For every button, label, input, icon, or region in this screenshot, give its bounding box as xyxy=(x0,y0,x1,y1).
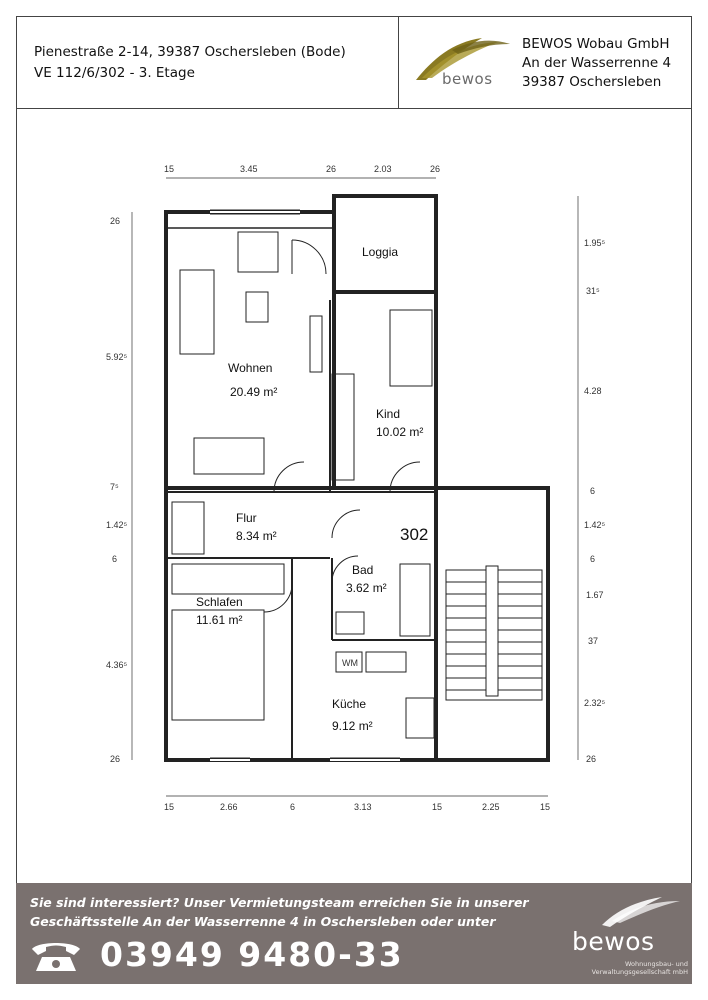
room-area-schlafen: 11.61 m² xyxy=(196,613,243,627)
unit-line: VE 112/6/302 - 3. Etage xyxy=(34,65,195,81)
room-area-wohnen: 20.49 m² xyxy=(230,385,278,399)
room-name-kueche: Küche xyxy=(332,697,367,711)
dim-bottom-1: 15 xyxy=(164,802,175,812)
company-block xyxy=(522,35,671,92)
dim-top-2: 3.45 xyxy=(240,164,258,174)
room-name-schlafen: Schlafen xyxy=(196,595,243,609)
address-block xyxy=(34,42,346,84)
room-area-kind: 10.02 m² xyxy=(376,425,424,439)
dim-bottom-7: 15 xyxy=(540,802,551,812)
dim-left-1: 26 xyxy=(110,216,121,226)
room-name-bad: Bad xyxy=(352,563,374,577)
dim-right-3: 4.28 xyxy=(584,386,602,396)
footer-logo xyxy=(572,893,688,979)
phone-number[interactable]: 03949 9480-33 xyxy=(100,935,404,974)
room-name-loggia: Loggia xyxy=(362,245,399,259)
floor-plan xyxy=(100,150,620,820)
logo-wordmark: bewos xyxy=(442,70,493,88)
dim-right-9: 2.32⁵ xyxy=(584,698,606,708)
dim-right-7: 1.67 xyxy=(586,590,604,600)
room-name-flur: Flur xyxy=(236,511,257,525)
dim-left-3: 7⁵ xyxy=(110,482,119,492)
dim-top-1: 15 xyxy=(164,164,175,174)
room-name-wohnen: Wohnen xyxy=(228,361,273,375)
dim-right-5: 1.42⁵ xyxy=(584,520,606,530)
dim-bottom-3: 6 xyxy=(290,802,296,812)
unit-number: 302 xyxy=(400,525,429,544)
dim-top-3: 26 xyxy=(326,164,337,174)
contact-text-line1: Sie sind interessiert? Unser Vermietungsteam erreichen Sie in unserer xyxy=(30,895,529,910)
room-area-kueche: 9.12 m² xyxy=(332,719,373,733)
contact-banner xyxy=(16,883,692,984)
dim-bottom-2: 2.66 xyxy=(220,802,238,812)
address-line: Pienestraße 2-14, 39387 Oschersleben (Bode) xyxy=(34,44,346,60)
dim-left-4: 1.42⁵ xyxy=(106,520,128,530)
company-name: BEWOS Wobau GmbH xyxy=(522,36,670,52)
dim-right-8: 37 xyxy=(588,636,599,646)
contact-text-line2: Geschäftsstelle An der Wasserrenne 4 in Oschersleben oder unter xyxy=(30,914,496,929)
dim-right-1: 1.95⁵ xyxy=(584,238,606,248)
dim-bottom-6: 2.25 xyxy=(482,802,500,812)
header-separator xyxy=(398,16,399,108)
footer-logo-wordmark: bewos xyxy=(572,927,655,956)
dim-right-6: 6 xyxy=(590,554,596,564)
room-area-bad: 3.62 m² xyxy=(346,581,387,595)
dim-left-5: 6 xyxy=(112,554,118,564)
telephone-icon xyxy=(28,939,84,973)
floor-plan-drawing xyxy=(100,150,620,820)
header-divider xyxy=(16,108,692,109)
dim-bottom-5: 15 xyxy=(432,802,443,812)
dim-top-4: 2.03 xyxy=(374,164,392,174)
washing-machine-label: WM xyxy=(342,658,358,668)
dim-left-7: 26 xyxy=(110,754,121,764)
company-street: An der Wasserrenne 4 xyxy=(522,55,672,71)
dim-right-10: 26 xyxy=(586,754,597,764)
dim-top-5: 26 xyxy=(430,164,441,174)
dim-left-6: 4.36⁵ xyxy=(106,660,128,670)
bewos-logo xyxy=(412,30,516,94)
dim-bottom-4: 3.13 xyxy=(354,802,372,812)
dim-right-2: 31⁵ xyxy=(586,286,600,296)
company-city: 39387 Oschersleben xyxy=(522,74,662,90)
room-name-kind: Kind xyxy=(376,407,401,421)
footer-logo-tagline: Wohnungsbau- und Verwaltungsgesellschaft mbH xyxy=(591,960,688,976)
dim-right-4: 6 xyxy=(590,486,596,496)
room-area-flur: 8.34 m² xyxy=(236,529,277,543)
dim-left-2: 5.92⁵ xyxy=(106,352,128,362)
